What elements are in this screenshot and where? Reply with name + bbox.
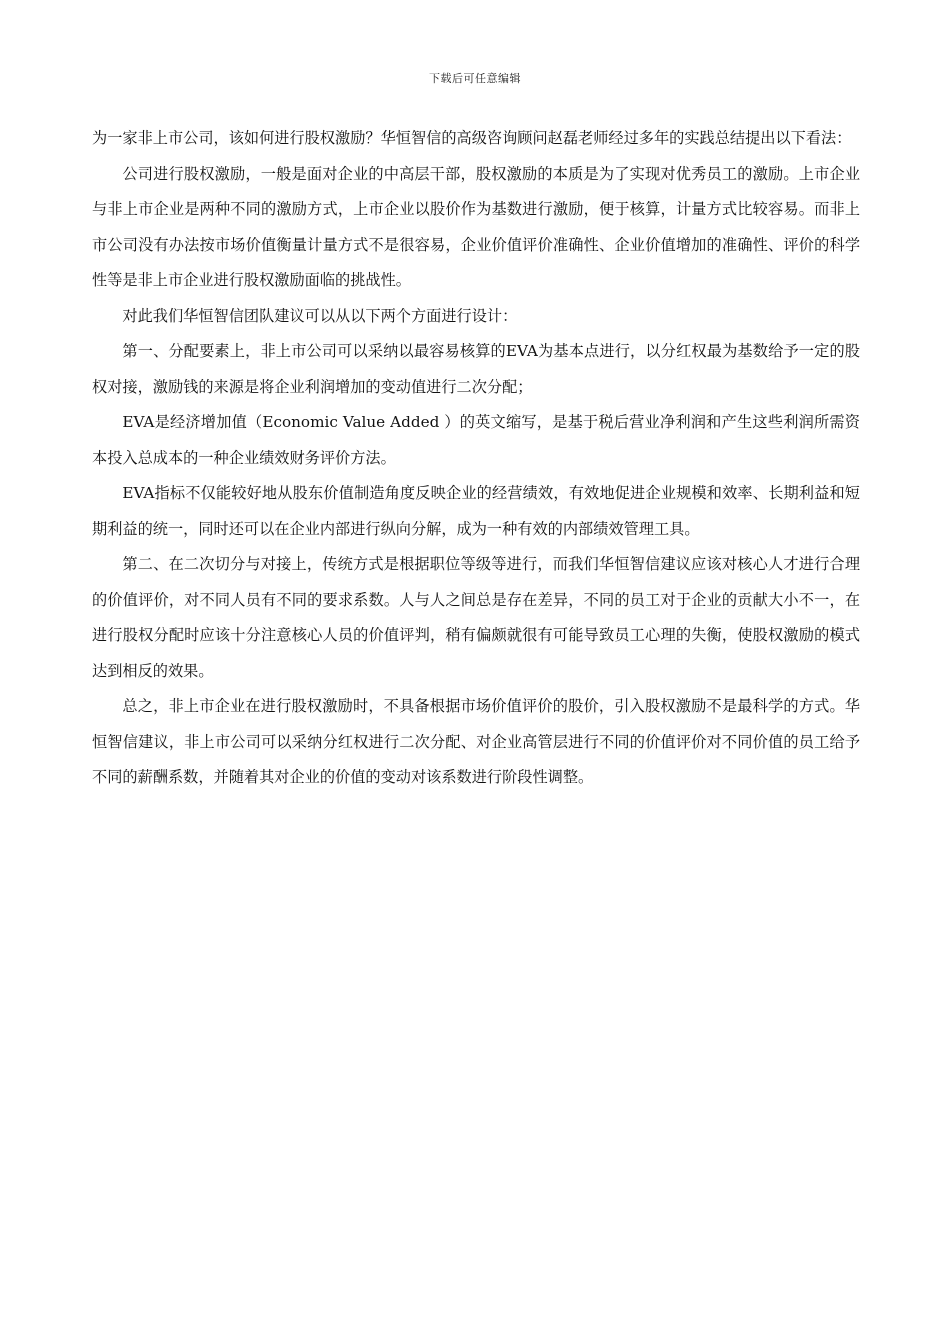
paragraph-intro: 为一家非上市公司，该如何进行股权激励？华恒智信的高级咨询顾问赵磊老师经过多年的实践总结提出以下看法： — [92, 129, 852, 147]
paragraph-suggestion-lead: 对此我们华恒智信团队建议可以从以下两个方面进行设计： — [122, 306, 518, 325]
paragraph-eva-benefits: EVA指标不仅能较好地从股东价值制造角度反映企业的经营绩效，有效地促进企业规模和效率、长期利益和短期利益的统一，同时还可以在企业内部进行纵向分解，成为一种有效的内部绩效管理工具。 — [92, 484, 860, 538]
paragraph-conclusion: 总之，非上市企业在进行股权激励时，不具备根据市场价值评价的股价，引入股权激励不是最科学的方式。华恒智信建议，非上市公司可以采纳分红权进行二次分配、对企业高管层进行不同的价值评价对不同价值的员工给予不同的薪酬系数，并随着其对企业的价值的变动对该系数进行阶段性调整。 — [92, 697, 860, 786]
paragraph-point-two: 第二、在二次切分与对接上，传统方式是根据职位等级等进行，而我们华恒智信建议应该对核心人才进行合理的价值评价，对不同人员有不同的要求系数。人与人之间总是存在差异，不同的员工对于企业的贡献大小不一，在进行股权分配时应该十分注意核心人员的价值评判，稍有偏颇就很有可能导致员工心理的失衡，使股权激励的模式达到相反的效果。 — [92, 555, 860, 680]
paragraph-point-one: 第一、分配要素上，非上市公司可以采纳以最容易核算的EVA为基本点进行，以分红权最为基数给予一定的股权对接，激励钱的来源是将企业利润增加的变动值进行二次分配； — [92, 342, 860, 396]
document-body — [92, 121, 860, 796]
paragraph-background: 公司进行股权激励，一般是面对企业的中高层干部，股权激励的本质是为了实现对优秀员工的激励。上市企业与非上市企业是两种不同的激励方式，上市企业以股价作为基数进行激励，便于核算，计量方式比较容易。而非上市公司没有办法按市场价值衡量计量方式不是很容易，企业价值评价准确性、企业价值增加的准确性、评价的科学性等是非上市企业进行股权激励面临的挑战性。 — [92, 164, 860, 289]
page-header-note: 下载后可任意编辑 — [429, 72, 521, 85]
paragraph-eva-definition: EVA是经济增加值（Economic Value Added ）的英文缩写，是基于税后营业净利润和产生这些利润所需资本投入总成本的一种企业绩效财务评价方法。 — [92, 413, 860, 467]
